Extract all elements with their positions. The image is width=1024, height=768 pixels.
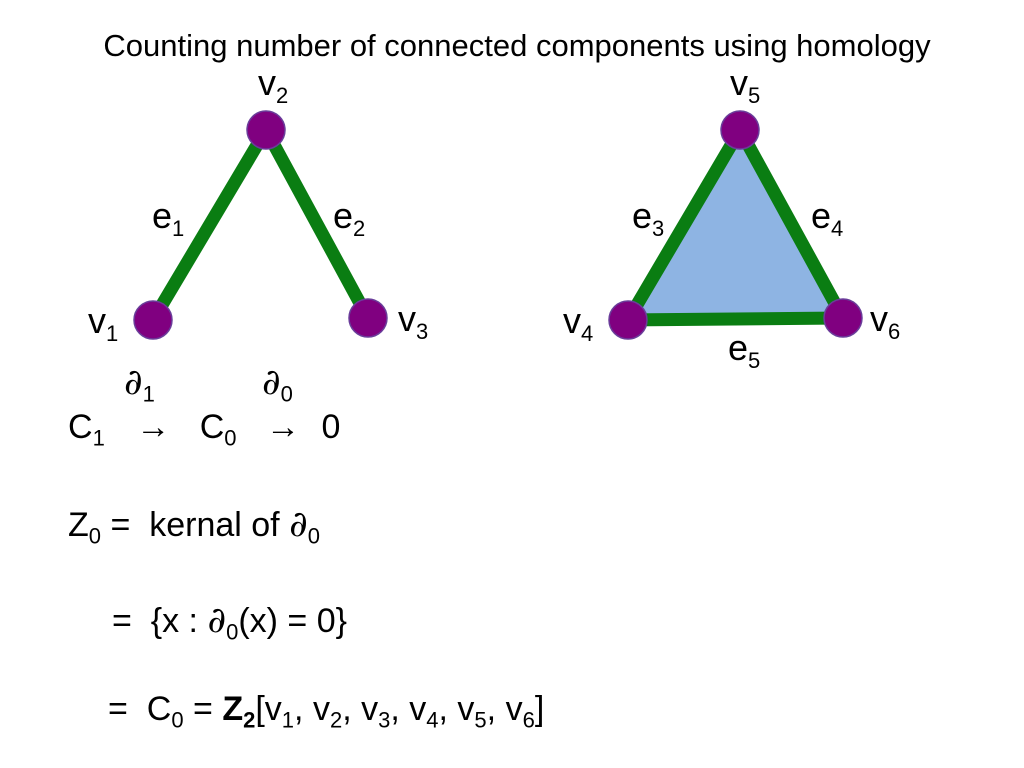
z0-definition: $Z_0$ = kernal of $\partial_0$	[68, 504, 320, 549]
edge-e5	[628, 318, 843, 320]
label-e1: $e_1$	[152, 195, 185, 241]
vertex-v3	[349, 299, 387, 337]
c0-equality: = $C_0 = Z_2[v_1$, $v_2$, $v_3$, $v_4$, $v_5$, $v_6$]	[108, 690, 545, 733]
vertex-v5	[721, 111, 759, 149]
label-v2: $v_2$	[258, 62, 289, 108]
label-e5: $e_5$	[728, 327, 761, 373]
label-e4: $e_4$	[811, 195, 844, 241]
boundary-op-1: $\partial_1$	[124, 362, 155, 407]
chain-complex: $C_1 \to C_0 \to 0$	[68, 408, 341, 451]
slide-title: Counting number of connected components using homology	[103, 28, 931, 63]
vertex-v4	[609, 301, 647, 339]
label-v6: $v_6$	[870, 298, 901, 344]
vertex-v2	[247, 111, 285, 149]
vertex-v1	[134, 301, 172, 339]
vertex-v6	[824, 299, 862, 337]
kernel-set: = {x : $\partial_0(x) = 0$}	[112, 600, 347, 645]
label-v4: $v_4$	[563, 300, 594, 346]
label-v5: $v_5$	[730, 62, 761, 108]
label-e2: $e_2$	[333, 195, 366, 241]
label-v1: $v_1$	[88, 300, 119, 346]
label-v3: $v_3$	[398, 298, 429, 344]
label-e3: $e_3$	[632, 195, 665, 241]
boundary-op-0: $\partial_0$	[262, 362, 293, 407]
